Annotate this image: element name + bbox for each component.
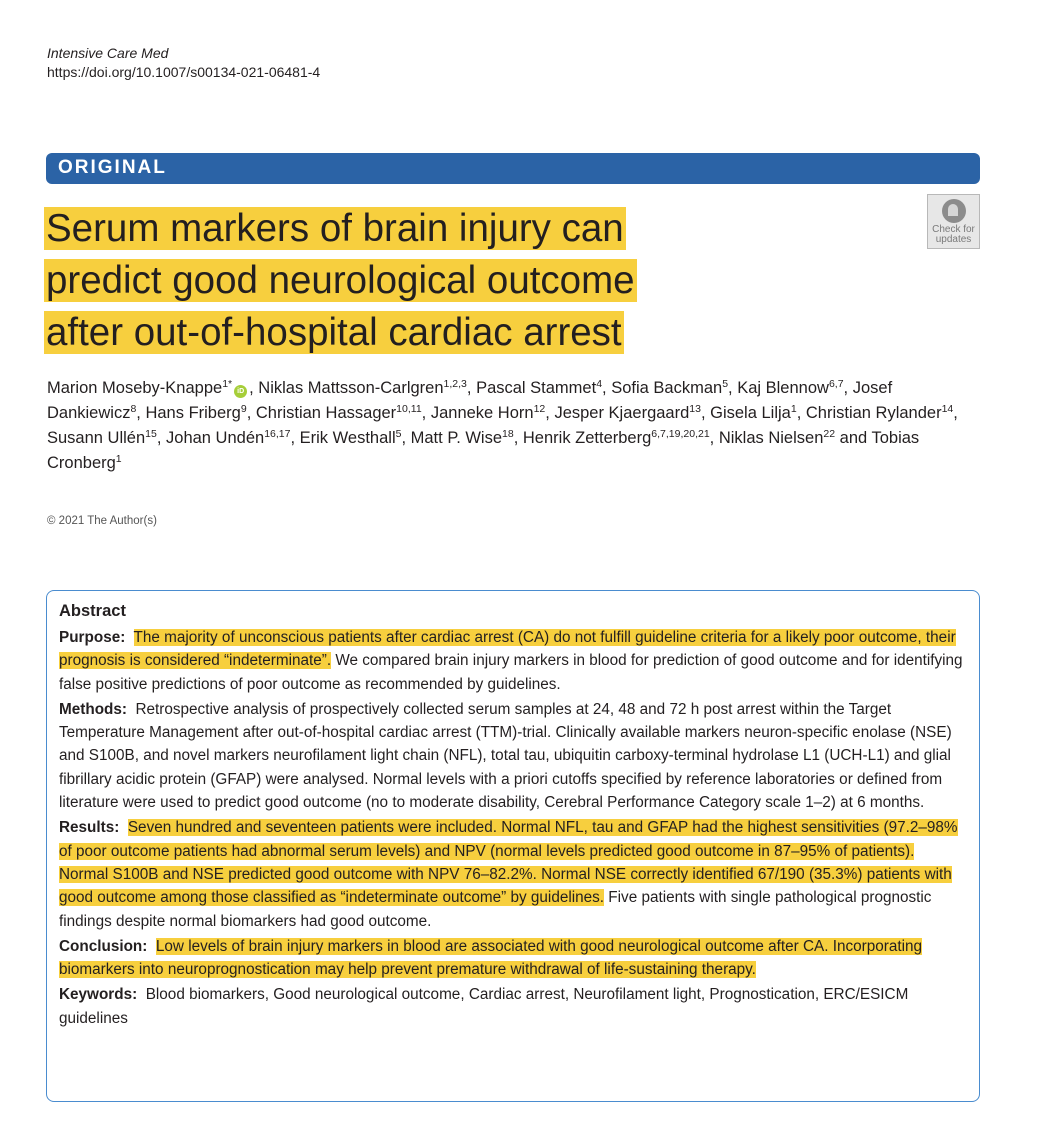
check-for-updates-icon (942, 199, 966, 223)
copyright-notice: © 2021 The Author(s) (47, 515, 157, 527)
author-name[interactable]: Niklas Mattsson-Carlgren (258, 379, 444, 397)
abstract-box (46, 590, 980, 1102)
author-name[interactable]: Christian Rylander (805, 404, 942, 422)
author-name[interactable]: Erik Westhall (299, 429, 396, 447)
author-affiliation: 18 (502, 428, 514, 440)
author-name[interactable]: Susann Ullén (47, 429, 146, 447)
check-for-updates-badge[interactable] (927, 194, 980, 249)
author-affiliation: 8 (130, 403, 137, 415)
keywords-label: Keywords: (59, 986, 138, 1004)
author-affiliation: 10,11 (396, 403, 422, 415)
author-name[interactable]: Tobias Cronberg (47, 429, 920, 472)
author-affiliation: 1* (222, 378, 233, 390)
abstract-heading: Abstract (59, 602, 126, 620)
results-highlighted-text: Seven hundred and seventeen patients were included. Normal NFL, tau and GFAP had the highest sensitivities (97.2–98% of poor outcome patients had abnormal serum levels) and NPV (normal levels predicted good outcome in 87–95% of patients). Normal S100B and NSE predicted good outcome with NPV 76–82.2%. Normal NSE correctly identified 67/190 (35.3%) patients with good outcome among those classified as “indeterminate outcome” by guidelines. (59, 819, 958, 907)
author-affiliation: 12 (533, 403, 546, 415)
author-affiliation: 5 (395, 428, 402, 440)
author-name[interactable]: Hans Friberg (145, 404, 241, 422)
author-affiliation: 1 (115, 453, 122, 465)
author-affiliation: 5 (722, 378, 729, 390)
abstract-results (59, 816, 964, 932)
author-affiliation: 16,17 (264, 428, 291, 440)
author-affiliation: 4 (596, 378, 603, 390)
author-name[interactable]: Christian Hassager (255, 404, 397, 422)
author-name[interactable]: Janneke Horn (430, 404, 534, 422)
title-line-2: predict good neurological outcome (46, 259, 635, 302)
abstract-keywords (59, 983, 964, 1030)
title-line-1: Serum markers of brain injury can (46, 207, 624, 250)
author-affiliation: 13 (689, 403, 701, 415)
check-line-2: updates (935, 234, 972, 245)
author-and-word: and (835, 429, 872, 447)
orcid-icon[interactable]: iD (234, 385, 247, 398)
results-text: Five patients with single pathological prognostic findings despite normal biomarkers had good outcome. (59, 889, 932, 930)
journal-name: Intensive Care Med (47, 45, 169, 61)
author-affiliation: 6,7 (828, 378, 844, 390)
author-name[interactable]: Pascal Stammet (476, 379, 597, 397)
author-name[interactable]: Matt P. Wise (410, 429, 503, 447)
author-name[interactable]: Johan Undén (166, 429, 265, 447)
author-name[interactable]: Niklas Nielsen (718, 429, 824, 447)
purpose-highlighted-text: The majority of unconscious patients after cardiac arrest (CA) do not fulfill guideline criteria for a likely poor outcome, their prognosis is considered “indeterminate”. (59, 629, 956, 670)
results-label: Results: (59, 819, 120, 837)
doi-link[interactable]: https://doi.org/10.1007/s00134-021-06481-4 (47, 64, 321, 80)
author-name[interactable]: Gisela Lilja (710, 404, 791, 422)
author-affiliation: 1 (790, 403, 797, 415)
abstract-conclusion (59, 935, 964, 982)
check-line-1: Check for (932, 224, 975, 235)
abstract-purpose (59, 626, 964, 696)
purpose-label: Purpose: (59, 629, 126, 646)
purpose-text: We compared brain injury markers in blood for prediction of good outcome and for identifying false positive predictions of poor outcome as recommended by guidelines. (59, 652, 963, 693)
author-name[interactable]: Josef Dankiewicz (47, 379, 893, 422)
article-type-label: ORIGINAL (58, 157, 167, 178)
author-affiliation: 6,7,19,20,21 (651, 428, 710, 440)
author-name[interactable]: Marion Moseby-Knappe (47, 379, 223, 397)
conclusion-highlighted-text: Low levels of brain injury markers in blood are associated with good neurological outcome after CA. Incorporating biomarkers into neuroprognostication may help prevent premature withdrawal of life-sustaining therapy. (59, 937, 922, 979)
author-affiliation: 15 (145, 428, 157, 440)
author-affiliation: 22 (823, 428, 836, 440)
author-affiliation: 1,2,3 (443, 378, 467, 390)
author-affiliation: 9 (240, 403, 247, 415)
author-name[interactable]: Henrik Zetterberg (522, 429, 652, 447)
author-name[interactable]: Sofia Backman (611, 379, 723, 397)
keywords-text: Blood biomarkers, Good neurological outcome, Cardiac arrest, Neurofilament light, Prognostication, ERC/ESICM guidelines (59, 986, 909, 1027)
abstract-methods (59, 698, 964, 814)
conclusion-label: Conclusion: (59, 937, 148, 955)
methods-text: Retrospective analysis of prospectively collected serum samples at 24, 48 and 72 h post arrest within the Target Temperature Management after out-of-hospital cardiac arrest (TTM)-trial. Clinically available markers neuron-specific enolase (NSE) and S100B, and novel markers neurofilament light chain (NFL), total tau, ubiquitin carboxy-terminal hydrolase L1 (UCH-L1) and glial fibrillary acidic protein (GFAP) were analysed. Normal levels with a priori cutoffs specified by reference laboratories or defined from literature were used to predict good outcome (no to moderate disability, Cerebral Performance Category scale 1–2) at 6 months. (59, 700, 952, 812)
article-type-banner (46, 153, 980, 184)
article-title (44, 203, 904, 359)
methods-label: Methods: (59, 700, 127, 718)
author-affiliation: 14 (941, 403, 954, 415)
author-name[interactable]: Kaj Blennow (737, 379, 829, 397)
author-list: Marion Moseby-Knappe$^{1*}$iD , Niklas Mattsson-Carlgren$^{1,2,3}$, Pascal Stammet$^4$, Sofia Backman$^5$, Kaj Blennow$^{6,7}$, Josef Dankiewicz$^8$, Hans Friberg$^9$, Christian Hassager$^{10,11}$, Janneke Horn$^{12}$, Jesper Kjaergaard$^{13}$, Gisela Lilja$^1$, Christian Rylander$^{14}$, Susann Ullén$^{15}$, Johan Undén$^{16,17}$, Erik Westhall$^5$, Matt P. Wise$^{18}$, Henrik Zetterberg$^{6,7,19,20,21}$, Niklas Nielsen$^{22}$ and Tobias Cronberg$^1$ (47, 378, 958, 472)
author-name[interactable]: Jesper Kjaergaard (554, 404, 690, 422)
title-line-3: after out-of-hospital cardiac arrest (46, 311, 622, 354)
